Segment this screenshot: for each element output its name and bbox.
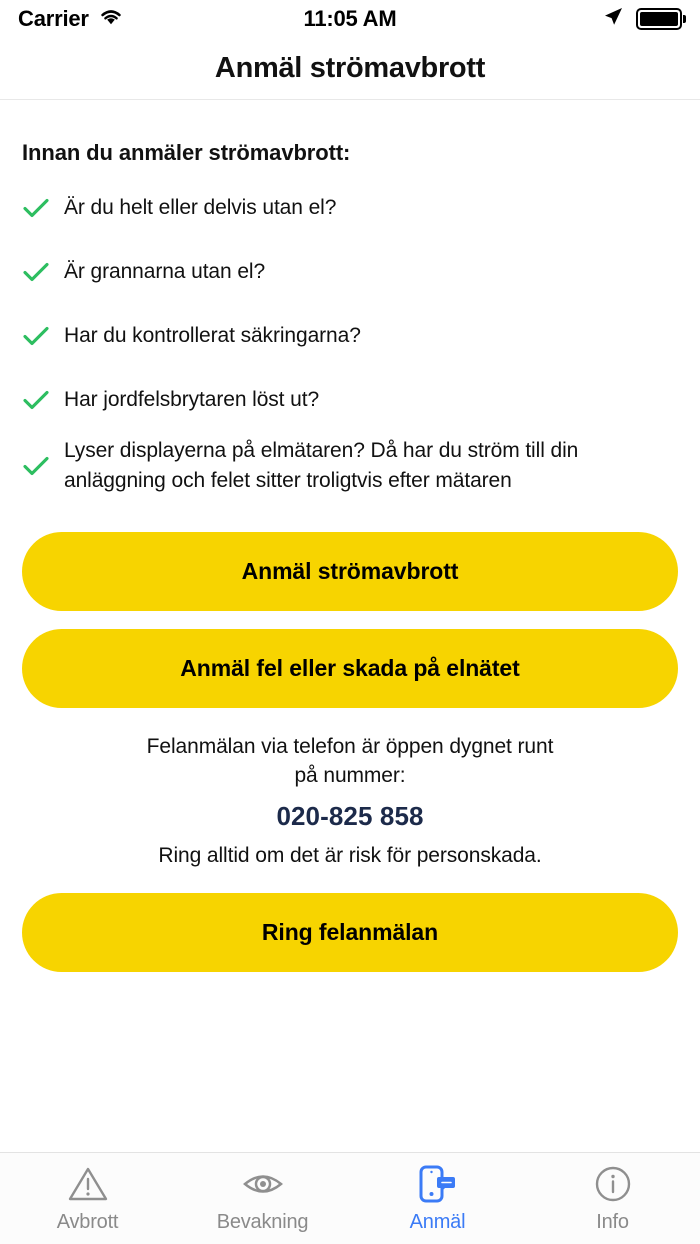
main-content: [0, 100, 700, 1152]
checklist: [22, 176, 678, 500]
tab-bar: [0, 1152, 700, 1244]
phone-info-line-3: Ring alltid om det är risk för personskada.: [158, 843, 542, 867]
tab-info[interactable]: [525, 1163, 700, 1234]
support-phone-number[interactable]: 020-825 858: [276, 800, 424, 831]
status-bar-right: [602, 6, 682, 33]
battery-full-icon: [636, 8, 682, 30]
list-item-label: Är grannarna utan el?: [64, 259, 266, 283]
warning-triangle-icon: [67, 1163, 109, 1205]
tab-label: Info: [596, 1211, 629, 1233]
tab-label: Avbrott: [56, 1211, 119, 1233]
report-grid-damage-button[interactable]: Anmäl fel eller skada på elnätet: [22, 629, 678, 708]
check-icon: [22, 196, 62, 220]
list-item: [22, 240, 678, 304]
navigation-bar: [0, 38, 700, 100]
wifi-icon: [98, 7, 124, 32]
list-item-label: Lyser displayerna på elmätaren? Då har du ström till din anläggning och felet sitter troligtvis efter mätaren: [64, 439, 579, 493]
status-bar-clock: 11:05 AM: [303, 6, 397, 31]
tab-label: Anmäl: [409, 1211, 466, 1233]
list-item-label: Har jordfelsbrytaren löst ut?: [64, 387, 320, 411]
report-outage-button[interactable]: Anmäl strömavbrott: [22, 532, 678, 611]
status-bar-left: [18, 6, 124, 32]
checklist-heading: Innan du anmäler strömavbrott:: [22, 140, 351, 165]
phone-info-block: [22, 733, 678, 871]
check-icon: [22, 388, 62, 412]
tab-label: Bevakning: [216, 1211, 309, 1233]
list-item-label: Är du helt eller delvis utan el?: [64, 195, 337, 219]
list-item: [22, 368, 678, 432]
list-item: [22, 304, 678, 368]
page-title: Anmäl strömavbrott: [214, 52, 486, 84]
info-circle-icon: [593, 1163, 633, 1205]
check-icon: [22, 260, 62, 284]
list-item: [22, 176, 678, 240]
carrier-label: Carrier: [18, 6, 89, 31]
phone-info-line-1: Felanmälan via telefon är öppen dygnet runt: [146, 735, 554, 759]
check-icon: [22, 454, 62, 478]
report-phone-icon: [415, 1163, 461, 1205]
status-bar: [0, 0, 700, 38]
tab-avbrott[interactable]: [0, 1163, 175, 1234]
tab-anmal[interactable]: [350, 1163, 525, 1234]
tab-bevakning[interactable]: [175, 1163, 350, 1234]
call-support-button[interactable]: Ring felanmälan: [22, 893, 678, 972]
list-item-label: Har du kontrollerat säkringarna?: [64, 323, 361, 347]
check-icon: [22, 324, 62, 348]
phone-info-line-2: på nummer:: [294, 764, 406, 787]
battery-fill: [640, 12, 678, 26]
list-item: [22, 432, 678, 500]
location-arrow-icon: [602, 6, 624, 33]
eye-icon: [241, 1163, 285, 1205]
